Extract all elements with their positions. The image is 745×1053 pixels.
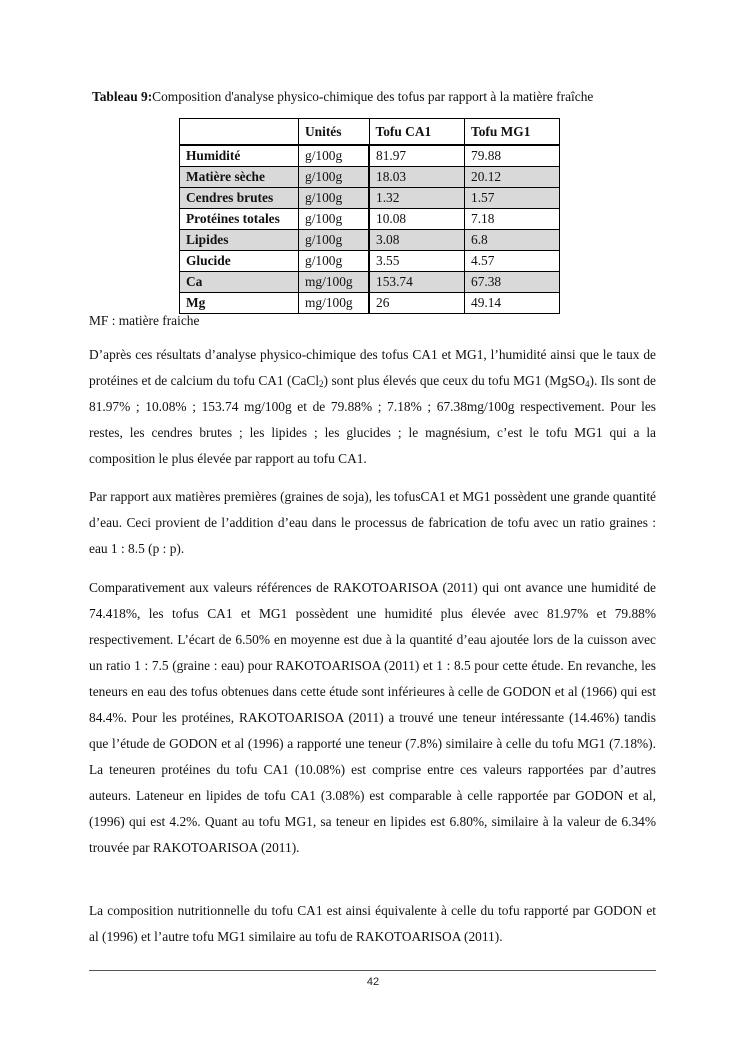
row-ca1: 81.97	[369, 145, 465, 167]
row-name: Mg	[180, 293, 299, 314]
composition-table	[179, 118, 560, 314]
row-mg1: 79.88	[465, 145, 560, 167]
row-mg1: 6.8	[465, 230, 560, 251]
header-blank	[180, 119, 299, 146]
table-caption	[92, 89, 692, 105]
p1-text-c: ). Ils sont de 81.97% ; 10.08% ; 153.74 mg/100g et de 79.88% ; 7.18% ; 67.38mg/100g respectivement. Pour les restes, les cendres brutes ; les lipides ; les glucides ; le magnésium, c’est le tofu MG1 qui a la composition le plus élevée par rapport au tofu CA1.	[89, 373, 656, 466]
row-mg1: 67.38	[465, 272, 560, 293]
row-mg1: 49.14	[465, 293, 560, 314]
row-unit: g/100g	[299, 230, 370, 251]
row-unit: mg/100g	[299, 272, 370, 293]
row-unit: g/100g	[299, 188, 370, 209]
paragraph-raw-materials: Par rapport aux matières premières (graines de soja), les tofusCA1 et MG1 possèdent une grande quantité d’eau. Ceci provient de l’addition d’eau dans le processus de fabrication de tofu avec un ratio graines : eau 1 : 8.5 (p : p).	[89, 489, 656, 556]
table-row	[180, 230, 560, 251]
table-header-row	[180, 119, 560, 146]
paragraph-comparison: Comparativement aux valeurs références de RAKOTOARISOA (2011) qui ont avance une humidité de 74.418%, les tofus CA1 et MG1 possèdent une humidité plus élevée avec 81.97% et 79.88% respectivement. L’écart de 6.50% en moyenne est due à la quantité d’eau ajoutée lors de la cuisson avec un ratio 1 : 7.5 (graine : eau) pour RAKOTOARISOA (2011) et 1 : 8.5 pour cette étude. En revanche, les teneurs en eau des tofus obtenues dans cette étude sont inférieures à celle de GODON et al (1966) qui est 84.4%. Pour les protéines, RAKOTOARISOA (2011) a trouvé une teneur intéressante (14.46%) tandis que l’étude de GODON et al (1996) a rapporté une teneur (7.8%) similaire à celle du tofu MG1 (7.18%). La teneuren protéines du tofu CA1 (10.08%) est comprise entre ces valeurs rapportées par d’autres auteurs. Lateneur en lipides de tofu CA1 (3.08%) est comparable à celle rapportée par GODON et al, (1996) qui est 4.2%. Quant au tofu MG1, sa teneur en lipides est 6.80%, similaire à la valeur de 6.34% trouvée par RAKOTOARISOA (2011).	[89, 580, 656, 855]
table-row	[180, 251, 560, 272]
row-mg1: 1.57	[465, 188, 560, 209]
row-name: Glucide	[180, 251, 299, 272]
row-unit: g/100g	[299, 145, 370, 167]
page-number: 42	[366, 976, 380, 988]
p1-text-a: D’après ces résultats d’analyse physico-chimique des tofus CA1 et MG1, l’humidité ainsi que le taux de protéines et de calcium du tofu CA1 (CaCl	[89, 347, 656, 388]
row-mg1: 4.57	[465, 251, 560, 272]
row-name: Lipides	[180, 230, 299, 251]
header-tofu-ca1: Tofu CA1	[369, 119, 465, 146]
row-ca1: 1.32	[369, 188, 465, 209]
header-units: Unités	[299, 119, 370, 146]
row-name: Humidité	[180, 145, 299, 167]
row-unit: g/100g	[299, 167, 370, 188]
row-unit: g/100g	[299, 209, 370, 230]
row-ca1: 18.03	[369, 167, 465, 188]
table-row	[180, 145, 560, 167]
paragraph-conclusion: La composition nutritionnelle du tofu CA1 est ainsi équivalente à celle du tofu rapporté par GODON et al (1996) et l’autre tofu MG1 similaire au tofu de RAKOTOARISOA (2011).	[89, 903, 656, 944]
table-footnote: MF : matière fraiche	[89, 313, 200, 328]
paragraph-results	[89, 342, 656, 472]
row-ca1: 26	[369, 293, 465, 314]
row-name: Cendres brutes	[180, 188, 299, 209]
row-unit: mg/100g	[299, 293, 370, 314]
header-tofu-mg1: Tofu MG1	[465, 119, 560, 146]
row-mg1: 20.12	[465, 167, 560, 188]
row-ca1: 3.55	[369, 251, 465, 272]
row-name: Matière sèche	[180, 167, 299, 188]
table-row	[180, 209, 560, 230]
footer-divider	[89, 970, 656, 971]
table-row	[180, 167, 560, 188]
row-mg1: 7.18	[465, 209, 560, 230]
row-unit: g/100g	[299, 251, 370, 272]
row-name: Protéines totales	[180, 209, 299, 230]
row-ca1: 3.08	[369, 230, 465, 251]
table-row	[180, 293, 560, 314]
row-ca1: 10.08	[369, 209, 465, 230]
p1-text-b: ) sont plus élevés que ceux du tofu MG1 (MgSO	[323, 373, 586, 388]
p1-sub-cacl2: 2	[319, 379, 324, 389]
table-row	[180, 188, 560, 209]
caption-text: Composition d'analyse physico-chimique des tofus par rapport à la matière fraîche	[152, 89, 594, 104]
row-name: Ca	[180, 272, 299, 293]
caption-label: Tableau 9:	[92, 89, 153, 104]
p1-sub-mgso4: 4	[585, 379, 590, 389]
row-ca1: 153.74	[369, 272, 465, 293]
table-row	[180, 272, 560, 293]
